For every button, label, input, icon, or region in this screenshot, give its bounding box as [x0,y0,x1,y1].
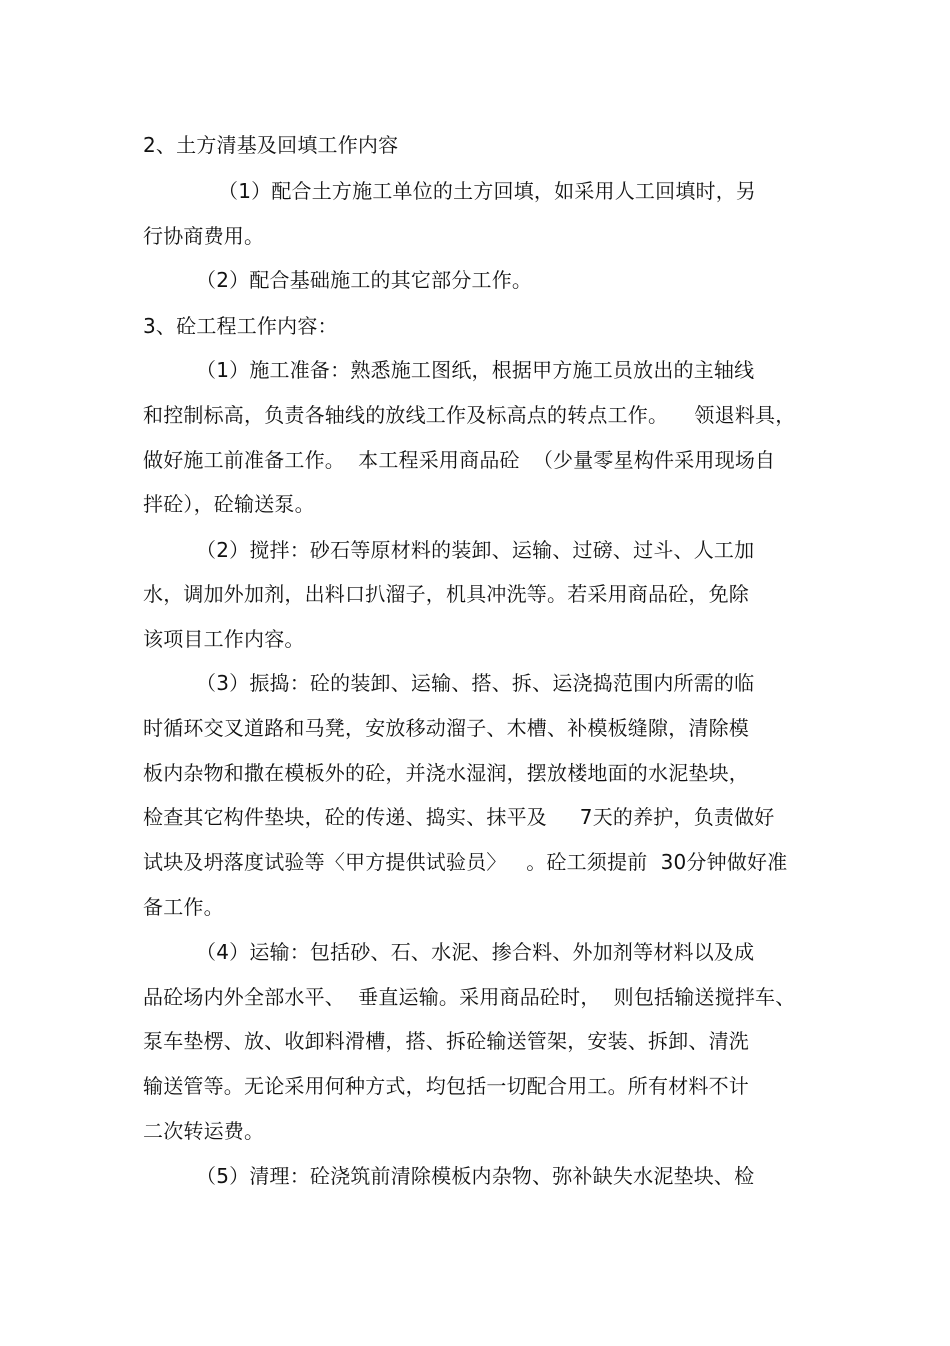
paragraph-line: 泵车垫楞、放、收卸料滑槽，搭、拆砼输送管架，安装、拆卸、清洗 [143,1029,749,1053]
paragraph-line: （4）运输：包括砂、石、水泥、掺合料、外加剂等材料以及成 [196,940,755,964]
paragraph-line: 水，调加外加剂，出料口扒溜子，机具冲洗等。若采用商品砼，免除 [143,582,749,606]
paragraph-line: 行协商费用。 [143,224,265,248]
paragraph-line: （5）清理：砼浇筑前清除模板内杂物、弥补缺失水泥垫块、检 [196,1164,755,1188]
paragraph-line: （1）施工准备：熟悉施工图纸，根据甲方施工员放出的主轴线 [196,358,755,382]
paragraph-line: 备工作。 [143,895,224,919]
paragraph-line: 做好施工前准备工作。 本工程采用商品砼 （少量零星构件采用现场自 [143,448,776,472]
paragraph-line: 拌砼），砼输送泵。 [143,492,315,516]
paragraph-line: （2）搅拌：砂石等原材料的装卸、运输、过磅、过斗、人工加 [196,538,755,562]
paragraph-line: （2）配合基础施工的其它部分工作。 [196,268,533,292]
section-heading-earthwork: 2、土方清基及回填工作内容 [143,133,399,157]
paragraph-line: （3）振捣：砼的装卸、运输、搭、拆、运浇捣范围内所需的临 [196,671,755,695]
paragraph-line: 时循环交叉道路和马凳，安放移动溜子、木槽、补模板缝隙，清除模 [143,716,749,740]
paragraph-line: 品砼场内外全部水平、 垂直运输。采用商品砼时， 则包括输送搅拌车、 [143,985,796,1009]
paragraph-line: 板内杂物和撒在模板外的砼，并浇水湿润，摆放楼地面的水泥垫块， [143,761,749,785]
section-heading-concrete: 3、砼工程工作内容： [143,314,338,338]
paragraph-line: 二次转运费。 [143,1119,265,1143]
paragraph-line: 试块及坍落度试验等〈甲方提供试验员〉 。砼工须提前 30分钟做好准 [143,850,788,874]
paragraph-line: （1）配合土方施工单位的土方回填，如采用人工回填时，另 [218,179,757,203]
paragraph-line: 检查其它构件垫块，砼的传递、捣实、抹平及 7天的养护，负责做好 [143,805,775,829]
paragraph-line: 该项目工作内容。 [143,627,305,651]
paragraph-line: 和控制标高，负责各轴线的放线工作及标高点的转点工作。 领退料具， [143,403,796,427]
paragraph-line: 输送管等。无论采用何种方式，均包括一切配合用工。所有材料不计 [143,1074,749,1098]
